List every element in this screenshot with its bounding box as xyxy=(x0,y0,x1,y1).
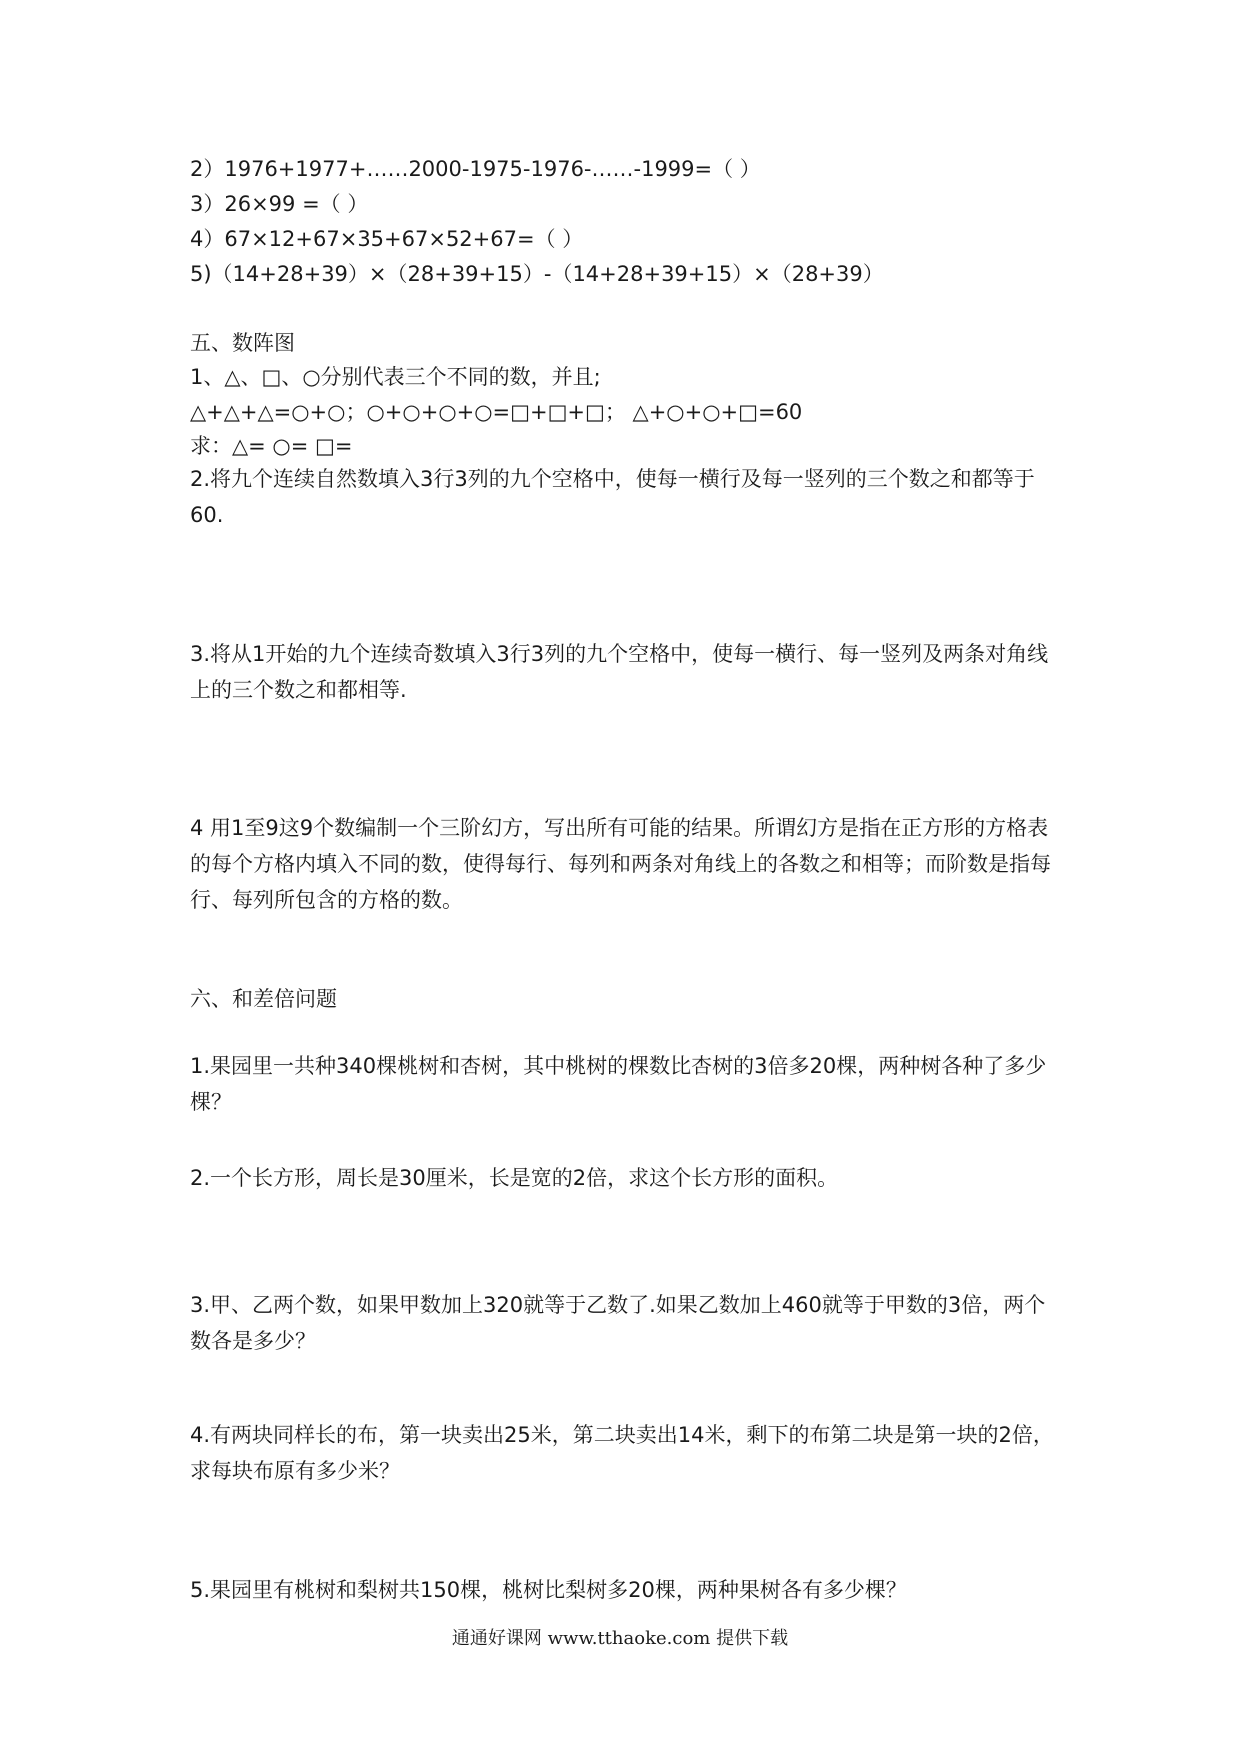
section5-q3: 3.将从1开始的九个连续奇数填入3行3列的九个空格中，使每一横行、每一竖列及两条对角线上的三个数之和都相等. xyxy=(190,642,1049,702)
section6-q4: 4.有两块同样长的布，第一块卖出25米，第二块卖出14米，剩下的布第二块是第一块的2倍，求每块布原有多少米？ xyxy=(190,1423,1054,1483)
section6-q1: 1.果园里一共种340棵桃树和杏树，其中桃树的棵数比杏树的3倍多20棵，两种树各种了多少棵？ xyxy=(190,1054,1047,1114)
calc-item-3: 3）26×99 =（ ） xyxy=(190,192,369,216)
section5-heading: 五、数阵图 xyxy=(190,331,295,355)
section6-heading: 六、和差倍问题 xyxy=(190,987,337,1011)
calc-item-5: 5)（14+28+39）×（28+39+15）-（14+28+39+15）×（28+39） xyxy=(190,262,884,286)
section5-q4: 4 用1至9这9个数编制一个三阶幻方，写出所有可能的结果。所谓幻方是指在正方形的方格表的每个方格内填入不同的数，使得每行、每列和两条对角线上的各数之和相等；而阶数是指每行、每列所包含的方格的数。 xyxy=(190,816,1051,912)
section5-q1-line1: 1、△、□、○分别代表三个不同的数，并且; xyxy=(190,365,601,389)
section5-q2: 2.将九个连续自然数填入3行3列的九个空格中，使每一横行及每一竖列的三个数之和都等于60. xyxy=(190,467,1035,527)
section5-q1-line2: △+△+△=○+○；○+○+○+○=□+□+□； △+○+○+□=60 xyxy=(190,400,803,424)
calc-item-4: 4）67×12+67×35+67×52+67=（ ） xyxy=(190,227,584,251)
section6-q3: 3.甲、乙两个数，如果甲数加上320就等于乙数了.如果乙数加上460就等于甲数的3倍，两个数各是多少？ xyxy=(190,1293,1046,1353)
page-footer: 通通好课网 www.tthaoke.com 提供下载 xyxy=(451,1628,789,1649)
section5-q1-line3: 求：△= ○= □= xyxy=(190,434,353,458)
calc-item-2: 2）1976+1977+……2000-1975-1976-……-1999=（ ） xyxy=(190,157,761,181)
section6-q2: 2.一个长方形，周长是30厘米，长是宽的2倍，求这个长方形的面积。 xyxy=(190,1166,839,1190)
section6-q5: 5.果园里有桃树和梨树共150棵，桃树比梨树多20棵，两种果树各有多少棵？ xyxy=(190,1578,907,1602)
